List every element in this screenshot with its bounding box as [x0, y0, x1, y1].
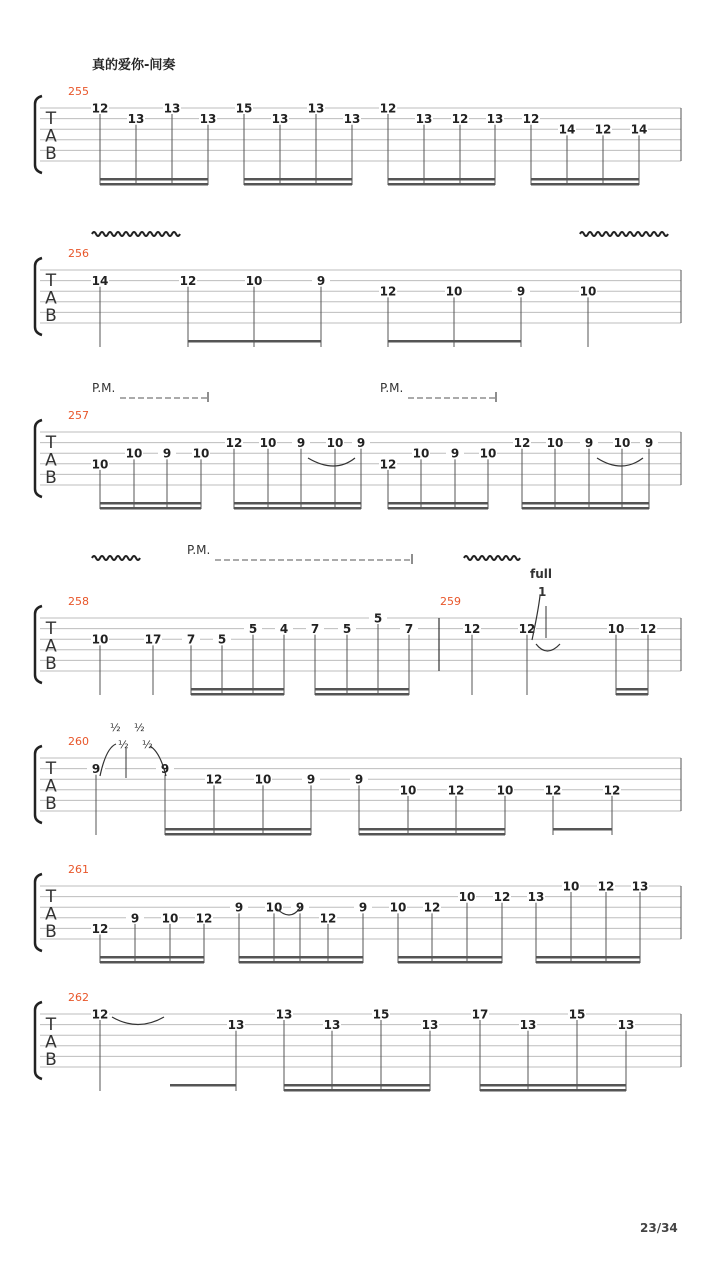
fret-number: 10	[579, 284, 597, 299]
fret-number: 12	[447, 783, 465, 798]
beam	[284, 1084, 430, 1087]
beam	[239, 961, 363, 964]
palm-mute-label: P.M.	[187, 543, 211, 557]
tab-clef-letter: B	[45, 922, 57, 942]
beam	[100, 507, 201, 510]
fret-number: 9	[584, 436, 594, 451]
beam	[388, 340, 521, 343]
beam	[100, 961, 204, 964]
beam	[616, 693, 648, 696]
beam	[165, 828, 311, 831]
fret-number: 10	[125, 446, 143, 461]
beam	[315, 688, 409, 691]
fret-number: 13	[519, 1018, 537, 1033]
measure-number: 261	[68, 863, 89, 876]
fret-number: 9	[306, 772, 316, 787]
fret-number: 14	[630, 122, 648, 137]
measure-number: 257	[68, 409, 89, 422]
beam	[239, 956, 363, 959]
beam	[359, 833, 505, 836]
beam	[244, 178, 352, 181]
tab-clef-letter: B	[45, 794, 57, 814]
tab-clef-letter: A	[45, 776, 57, 797]
fret-number: 10	[192, 446, 210, 461]
bend-half-label: ½	[142, 738, 153, 751]
bend-label: full	[530, 567, 552, 581]
fret-number: 13	[343, 112, 361, 127]
vibrato-marking	[92, 232, 180, 236]
fret-number: 12	[179, 274, 197, 289]
fret-number: 9	[295, 900, 305, 915]
beam	[359, 828, 505, 831]
fret-number: 10	[326, 436, 344, 451]
slur	[597, 458, 643, 466]
fret-number: 10	[496, 783, 514, 798]
tab-clef-letter: A	[45, 904, 57, 925]
slur	[112, 1017, 164, 1025]
beam	[170, 1084, 236, 1087]
beam	[522, 502, 649, 505]
beam	[388, 507, 488, 510]
tab-clef-letter: B	[45, 306, 57, 326]
fret-number: 12	[379, 101, 397, 116]
fret-number: 10	[412, 446, 430, 461]
tab-clef-letter: B	[45, 468, 57, 488]
fret-number: 12	[91, 921, 109, 936]
fret-number: 9	[91, 762, 101, 777]
bend-half-label: ½	[110, 721, 121, 734]
beam	[536, 961, 640, 964]
measure-number: 255	[68, 85, 89, 98]
score-title: 真的爱你-间奏	[92, 58, 176, 73]
fret-number: 12	[493, 890, 511, 905]
tab-clef-letter: T	[45, 1015, 57, 1035]
fret-number: 13	[486, 112, 504, 127]
tab-clef-letter: T	[45, 433, 57, 453]
beam	[531, 183, 639, 186]
fret-number: 9	[160, 762, 170, 777]
fret-number: 9	[358, 900, 368, 915]
tab-clef-letter: T	[45, 109, 57, 129]
bend-half-label: ½	[118, 738, 129, 751]
tab-clef-letter: T	[45, 271, 57, 291]
fret-number: 10	[458, 890, 476, 905]
fret-number: 10	[161, 911, 179, 926]
tab-clef-letter: A	[45, 450, 57, 471]
beam	[100, 502, 201, 505]
tab-clef-letter: T	[45, 759, 57, 779]
tab-clef-letter: T	[45, 887, 57, 907]
fret-number: 12	[91, 1007, 109, 1022]
measure-number: 262	[68, 991, 89, 1004]
tab-clef-letter: A	[45, 1032, 57, 1053]
fret-number: 10	[259, 436, 277, 451]
fret-number: 9	[644, 436, 654, 451]
beam	[388, 178, 495, 181]
palm-mute-label: P.M.	[380, 381, 404, 395]
beam	[234, 507, 361, 510]
fret-number: 12	[639, 622, 657, 637]
fret-number: 17	[144, 632, 162, 647]
fret-number: 9	[234, 900, 244, 915]
fret-number: 7	[310, 622, 320, 637]
fret-number: 9	[316, 274, 326, 289]
fret-number: 9	[296, 436, 306, 451]
measure-number: 259	[440, 595, 461, 608]
beam	[165, 833, 311, 836]
beam	[284, 1089, 430, 1092]
fret-number: 10	[399, 783, 417, 798]
fret-number: 14	[558, 122, 576, 137]
page-number: 23/34	[640, 1221, 678, 1235]
fret-number: 9	[356, 436, 366, 451]
fret-number: 5	[248, 622, 258, 637]
beam	[244, 183, 352, 186]
fret-number: 13	[421, 1018, 439, 1033]
fret-number: 10	[245, 274, 263, 289]
tab-clef-letter: T	[45, 619, 57, 639]
fret-number: 15	[372, 1007, 390, 1022]
beam	[398, 961, 502, 964]
beam	[531, 178, 639, 181]
measure-number: 256	[68, 247, 89, 260]
fret-number: 10	[607, 622, 625, 637]
beam	[522, 507, 649, 510]
measure-number: 258	[68, 595, 89, 608]
beam	[100, 183, 208, 186]
fret-number: 9	[450, 446, 460, 461]
fret-number: 13	[163, 101, 181, 116]
tab-clef-letter: B	[45, 654, 57, 674]
beam	[480, 1084, 626, 1087]
fret-number: 9	[130, 911, 140, 926]
fret-number: 13	[199, 112, 217, 127]
fret-number: 13	[127, 112, 145, 127]
fret-number: 10	[389, 900, 407, 915]
beam	[480, 1089, 626, 1092]
beam	[191, 688, 284, 691]
beam	[191, 693, 284, 696]
measure-number: 260	[68, 735, 89, 748]
fret-number: 12	[522, 112, 540, 127]
fret-number: 13	[307, 101, 325, 116]
beam	[536, 956, 640, 959]
fret-number: 12	[463, 622, 481, 637]
fret-number: 15	[235, 101, 253, 116]
fret-number: 13	[271, 112, 289, 127]
fret-number: 5	[373, 611, 383, 626]
fret-number: 10	[445, 284, 463, 299]
fret-number: 10	[613, 436, 631, 451]
beam	[398, 956, 502, 959]
fret-number: 10	[479, 446, 497, 461]
fret-number: 7	[404, 622, 414, 637]
fret-number: 9	[516, 284, 526, 299]
fret-number: 5	[217, 632, 227, 647]
tab-clef-letter: A	[45, 288, 57, 309]
fret-number: 10	[91, 632, 109, 647]
palm-mute-label: P.M.	[92, 381, 116, 395]
fret-number: 10	[91, 457, 109, 472]
fret-number: 12	[379, 457, 397, 472]
beam	[188, 340, 321, 343]
vibrato-marking	[464, 556, 520, 560]
fret-number: 12	[544, 783, 562, 798]
fret-number: 13	[631, 879, 649, 894]
fret-number: 12	[423, 900, 441, 915]
bend-label: 1	[538, 585, 547, 599]
fret-number: 12	[603, 783, 621, 798]
fret-number: 12	[205, 772, 223, 787]
slur	[308, 458, 355, 466]
fret-number: 12	[594, 122, 612, 137]
fret-number: 5	[342, 622, 352, 637]
fret-number: 4	[279, 622, 289, 637]
tab-clef-letter: B	[45, 1050, 57, 1070]
fret-number: 13	[227, 1018, 245, 1033]
beam	[388, 502, 488, 505]
fret-number: 14	[91, 274, 109, 289]
fret-number: 13	[275, 1007, 293, 1022]
fret-number: 15	[568, 1007, 586, 1022]
fret-number: 12	[451, 112, 469, 127]
beam	[100, 956, 204, 959]
fret-number: 12	[225, 436, 243, 451]
fret-number: 7	[186, 632, 196, 647]
fret-number: 10	[562, 879, 580, 894]
fret-number: 10	[265, 900, 283, 915]
beam	[388, 183, 495, 186]
tab-clef-letter: A	[45, 636, 57, 657]
fret-number: 9	[162, 446, 172, 461]
beam	[234, 502, 361, 505]
fret-number: 12	[379, 284, 397, 299]
tab-clef-letter: A	[45, 126, 57, 147]
fret-number: 10	[254, 772, 272, 787]
beam	[100, 178, 208, 181]
fret-number: 13	[323, 1018, 341, 1033]
fret-number: 17	[471, 1007, 489, 1022]
fret-number: 9	[354, 772, 364, 787]
fret-number: 13	[415, 112, 433, 127]
fret-number: 12	[518, 622, 536, 637]
fret-number: 10	[546, 436, 564, 451]
fret-number: 12	[597, 879, 615, 894]
tab-clef-letter: B	[45, 144, 57, 164]
fret-number: 13	[527, 890, 545, 905]
fret-number: 13	[617, 1018, 635, 1033]
beam	[616, 688, 648, 691]
beam	[315, 693, 409, 696]
fret-number: 12	[513, 436, 531, 451]
fret-number: 12	[319, 911, 337, 926]
vibrato-marking	[92, 556, 140, 560]
beam	[553, 828, 612, 831]
fret-number: 12	[91, 101, 109, 116]
vibrato-marking	[580, 232, 668, 236]
fret-number: 12	[195, 911, 213, 926]
bend-half-label: ½	[134, 721, 145, 734]
